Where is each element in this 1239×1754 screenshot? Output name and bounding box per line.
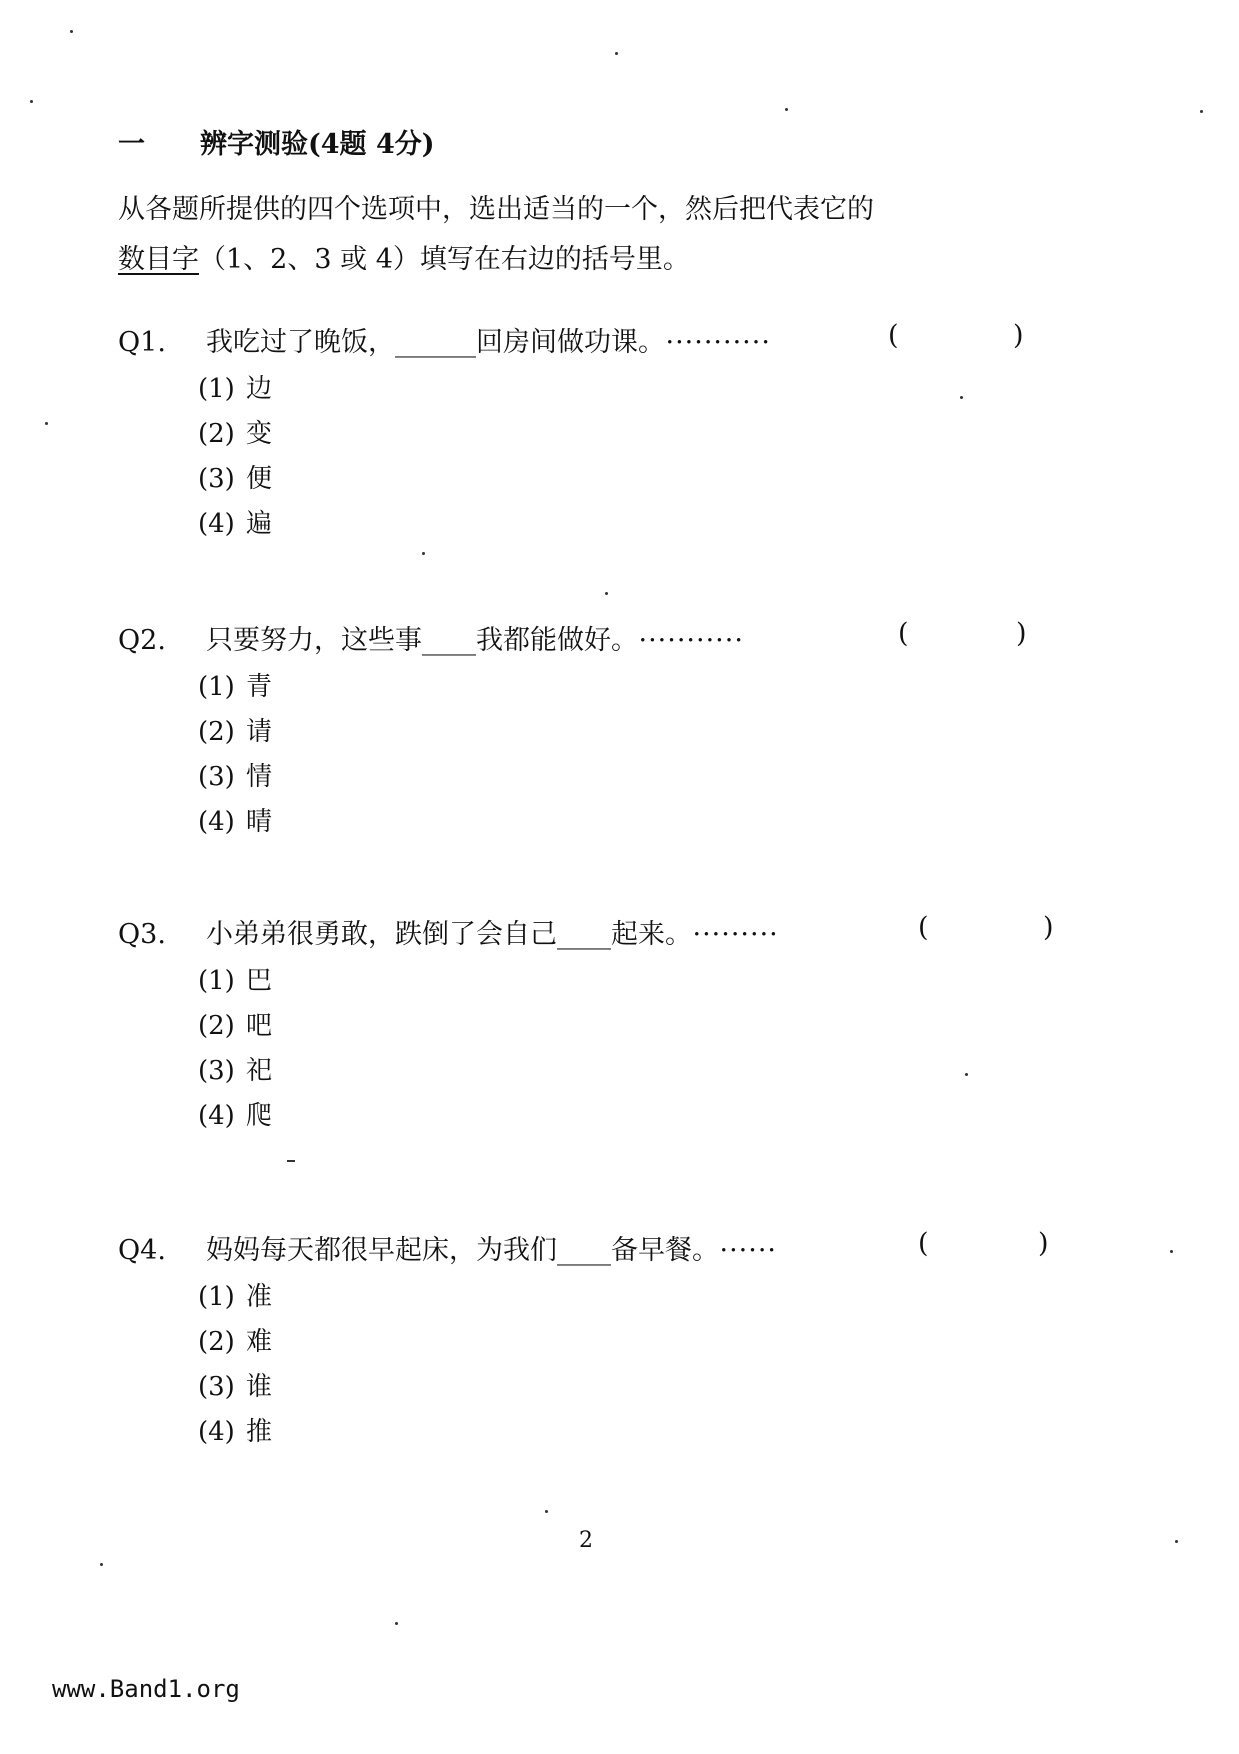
answer-bracket-close: ) <box>1016 618 1027 649</box>
option-label: (1) <box>198 1282 235 1312</box>
option-text: 巴 <box>246 966 273 996</box>
option-4 <box>198 801 1078 846</box>
scan-speck <box>422 552 425 555</box>
option-1 <box>198 368 1078 413</box>
answer-bracket-open: ( <box>918 1228 929 1259</box>
scan-speck <box>395 1622 398 1625</box>
option-1 <box>198 1276 1078 1321</box>
answer-bracket-open: ( <box>918 912 929 943</box>
instructions-underlined-term: 数目字 <box>118 244 199 275</box>
answer-bracket-open: ( <box>888 320 899 351</box>
option-2 <box>198 413 1078 458</box>
leader-dots: ······ <box>719 1235 777 1266</box>
options-list <box>198 960 1078 1140</box>
instructions-line-1: 从各题所提供的四个选项中，选出适当的一个，然后把代表它的 <box>118 194 874 225</box>
option-1 <box>198 960 1078 1005</box>
option-label: (3) <box>198 1372 235 1402</box>
scan-speck <box>287 1160 295 1162</box>
option-text: 晴 <box>246 807 273 837</box>
option-label: (4) <box>198 807 235 837</box>
option-2 <box>198 1321 1078 1366</box>
instructions <box>118 185 1058 285</box>
option-text: 难 <box>246 1327 273 1357</box>
scan-speck <box>1175 1540 1178 1543</box>
option-1 <box>198 666 1078 711</box>
footer-url: www.Band1.org <box>52 1675 240 1703</box>
options-list <box>198 666 1078 846</box>
question-id: Q4. <box>118 1235 166 1266</box>
scan-speck <box>615 52 618 55</box>
option-label: (3) <box>198 762 235 792</box>
leader-dots: ··········· <box>665 327 771 358</box>
option-text: 青 <box>246 672 273 702</box>
scan-speck <box>30 100 33 103</box>
option-3 <box>198 1366 1078 1411</box>
option-label: (3) <box>198 1056 235 1086</box>
question-id: Q2. <box>118 625 166 656</box>
option-text: 遍 <box>246 509 273 539</box>
option-text: 祀 <box>246 1056 273 1086</box>
option-text: 请 <box>246 717 273 747</box>
option-text: 准 <box>246 1282 273 1312</box>
scan-speck <box>45 422 48 425</box>
answer-bracket-open: ( <box>898 618 909 649</box>
question-2 <box>118 618 1078 846</box>
option-2 <box>198 711 1078 756</box>
option-label: (4) <box>198 509 235 539</box>
options-list <box>198 368 1078 548</box>
question-text: 我吃过了晚饭，______回房间做功课。 <box>206 327 652 358</box>
option-3 <box>198 1050 1078 1095</box>
options-list <box>198 1276 1078 1456</box>
question-stem <box>118 618 1078 658</box>
answer-bracket-close: ) <box>1043 912 1054 943</box>
option-label: (1) <box>198 374 235 404</box>
question-id: Q1. <box>118 327 166 358</box>
option-label: (2) <box>198 419 235 449</box>
scan-speck <box>960 396 963 399</box>
instructions-line-2-rest: （1、2、3 或 4）填写在右边的括号里。 <box>199 244 690 275</box>
answer-bracket-close: ) <box>1038 1228 1049 1259</box>
option-4 <box>198 1411 1078 1456</box>
option-4 <box>198 503 1078 548</box>
question-4 <box>118 1228 1078 1456</box>
option-text: 吧 <box>246 1011 273 1041</box>
scan-speck <box>545 1510 548 1513</box>
section-heading <box>118 122 435 161</box>
option-3 <box>198 458 1078 503</box>
option-4 <box>198 1095 1078 1140</box>
option-text: 变 <box>246 419 273 449</box>
option-label: (4) <box>198 1101 235 1131</box>
answer-bracket-close: ) <box>1013 320 1024 351</box>
leader-dots: ········· <box>692 919 779 950</box>
scan-speck <box>785 108 788 111</box>
option-label: (1) <box>198 966 235 996</box>
scan-speck <box>70 30 73 33</box>
option-text: 谁 <box>246 1372 273 1402</box>
option-label: (2) <box>198 1327 235 1357</box>
question-stem <box>118 912 1078 952</box>
scan-speck <box>605 592 608 595</box>
option-label: (1) <box>198 672 235 702</box>
page-number: 2 <box>579 1528 593 1553</box>
question-text: 妈妈每天都很早起床，为我们____备早餐。 <box>206 1235 706 1266</box>
question-text: 只要努力，这些事____我都能做好。 <box>206 625 625 656</box>
option-text: 爬 <box>246 1101 273 1131</box>
option-label: (2) <box>198 1011 235 1041</box>
option-text: 便 <box>246 464 273 494</box>
scan-speck <box>1200 110 1203 113</box>
question-text: 小弟弟很勇敢，跌倒了会自己____起来。 <box>206 919 679 950</box>
leader-dots: ··········· <box>638 625 744 656</box>
option-label: (4) <box>198 1417 235 1447</box>
option-text: 情 <box>246 762 273 792</box>
section-title: 辨字测验(4题 4分) <box>200 129 435 160</box>
option-label: (3) <box>198 464 235 494</box>
scan-speck <box>100 1563 103 1566</box>
scan-speck <box>1170 1250 1173 1253</box>
question-3 <box>118 912 1078 1140</box>
option-text: 推 <box>246 1417 273 1447</box>
option-2 <box>198 1005 1078 1050</box>
instructions-line-2 <box>118 235 1058 285</box>
question-id: Q3. <box>118 919 166 950</box>
option-text: 边 <box>246 374 273 404</box>
question-stem <box>118 320 1078 360</box>
scan-speck <box>965 1073 968 1076</box>
question-1 <box>118 320 1078 548</box>
question-stem <box>118 1228 1078 1268</box>
section-number: 一 <box>118 129 145 160</box>
option-label: (2) <box>198 717 235 747</box>
option-3 <box>198 756 1078 801</box>
